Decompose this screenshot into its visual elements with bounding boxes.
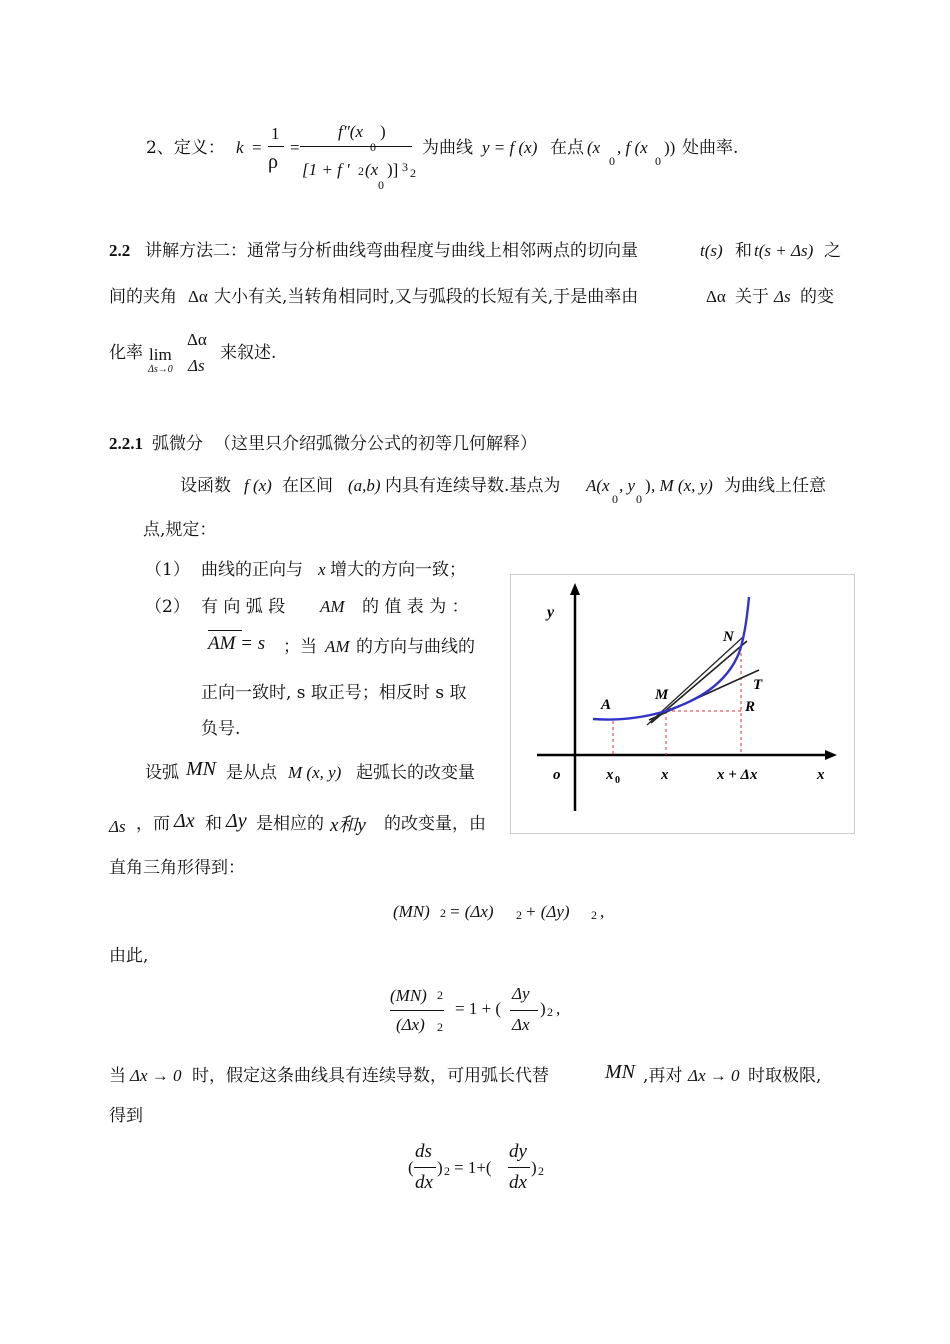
section-text: 化率	[109, 343, 143, 363]
list-item-text: 有 向 弧 段	[201, 597, 286, 617]
delta-s: Δs	[109, 817, 126, 836]
A-point-expr: A(x	[586, 476, 610, 495]
M-point-expr: M (x, y)	[288, 763, 342, 782]
section-text: 讲解方法二：通常与分析曲线弯曲程度与曲线上相邻两点的切向量	[145, 241, 638, 261]
fraction-bar	[414, 1167, 436, 1168]
list-item-number: （1）	[145, 560, 190, 580]
paragraph-text: 内具有连续导数.基点为	[385, 476, 561, 496]
numerator-expr: f″(x	[338, 122, 364, 141]
denominator-x: (x	[365, 160, 379, 179]
delta-x: Δx	[174, 810, 195, 832]
section-text: 大小有关,当转角相同时,又与弧段的长短有关,于是曲率由	[214, 287, 639, 307]
equation-end: ,	[556, 999, 561, 1018]
exponent-three: 3	[402, 160, 408, 174]
MN-arc: MN	[605, 1061, 635, 1083]
delta-alpha: Δα	[188, 287, 208, 306]
equation-rhs: + (Δy)	[525, 902, 570, 921]
MN-arc: MN	[186, 758, 216, 780]
fraction-close: )	[531, 1158, 537, 1177]
subscript-zero: 0	[609, 154, 615, 168]
paragraph-text: 在区间	[282, 476, 333, 496]
paragraph-text: 设弧	[145, 763, 179, 783]
subscript-zero: 0	[612, 492, 618, 506]
list-item-text: 曲线的正向与	[201, 560, 303, 580]
delta-alpha: Δα	[706, 287, 726, 306]
subsection-note: （这里只介绍弧微分公式的初等几何解释）	[214, 434, 537, 454]
delta-s: Δs	[774, 287, 791, 306]
label-N: N	[723, 629, 734, 645]
fraction-numerator: Δy	[512, 984, 530, 1003]
label-y: y	[547, 604, 555, 621]
label-M: M	[655, 687, 669, 703]
paragraph-text: 起弧长的改变量	[356, 763, 475, 783]
list-item-text: 负号.	[201, 719, 241, 739]
and-text: 和	[735, 241, 752, 261]
equation-lhs: (MN)	[393, 902, 430, 921]
list-item-text: ；当	[283, 637, 317, 657]
fraction-numerator: ds	[415, 1141, 432, 1162]
fraction-bar	[300, 146, 412, 147]
section-number: 2.2	[109, 241, 131, 260]
equation-end: ,	[600, 902, 605, 921]
subsection-number: 2.2.1	[109, 434, 143, 453]
point-expr-second: , f (x	[617, 138, 648, 157]
x-symbol: x	[318, 560, 326, 579]
label-o: o	[553, 767, 561, 783]
paragraph-text: 是从点	[226, 763, 277, 783]
paragraph-text: 点,规定：	[143, 520, 217, 540]
paragraph-text: 为曲线上任意	[724, 476, 826, 496]
fraction-bar	[268, 146, 284, 147]
list-item-number: （2）	[145, 597, 190, 617]
fraction-bar	[510, 1010, 538, 1011]
frac-numerator: Δα	[187, 330, 207, 349]
label-x-plus-dx: x + Δx	[717, 767, 758, 783]
dx-limit: Δx → 0	[130, 1066, 182, 1085]
subscript-zero: 0	[378, 178, 384, 192]
section-text: 来叙述.	[220, 343, 277, 363]
ab-expr: (a,b)	[348, 476, 381, 495]
subscript-zero: 0	[636, 492, 642, 506]
label-x0: x	[606, 767, 614, 783]
label-x0-sub: 0	[615, 775, 620, 786]
at-point-text: 在点	[550, 138, 584, 158]
exponent-two: 2	[547, 1005, 553, 1019]
exponent-two: 2	[444, 1164, 450, 1178]
paragraph-text: 设函数	[180, 476, 231, 496]
exponent-two: 2	[538, 1164, 544, 1178]
x-axis-arrow-icon	[825, 750, 837, 760]
label-T: T	[753, 677, 763, 693]
equation-middle: = (Δx)	[449, 902, 494, 921]
list-item-text: 的 值 表 为 ：	[362, 597, 469, 617]
point-expr: (x	[587, 138, 601, 157]
exponent-two: 2	[591, 908, 597, 922]
subsection-title: 弧微分	[152, 434, 203, 454]
fraction-denominator: Δx	[512, 1015, 530, 1034]
arc-mark	[208, 630, 242, 631]
M-point-expr: , M (x, y)	[651, 476, 713, 495]
tsds-expr: t(s + Δs)	[754, 241, 814, 260]
paragraph-text: 时取极限,	[748, 1066, 822, 1086]
denominator-square: 2	[358, 164, 364, 178]
list-item-text: 的方向与曲线的	[356, 637, 475, 657]
equals-sign: =	[290, 138, 300, 157]
lim-subscript: Δs→0	[148, 364, 173, 375]
lim-operator: lim	[149, 345, 172, 364]
figure-svg	[511, 575, 854, 833]
fraction-close: )	[437, 1158, 443, 1177]
numerator-close: )	[380, 122, 386, 141]
y-axis-arrow-icon	[570, 583, 580, 595]
k-symbol: k	[236, 138, 244, 157]
section-text: 关于	[735, 287, 769, 307]
delta-y: Δy	[226, 810, 247, 832]
paragraph-text: 当	[109, 1066, 126, 1086]
ts-expr: t(s)	[700, 241, 723, 260]
list-item-text: 正向一致时, s 取正号；相反时 s 取	[201, 683, 467, 703]
fraction-denominator: (Δx)	[396, 1015, 425, 1034]
curvature-text: 处曲率.	[682, 138, 739, 158]
paragraph-text: 的改变量，由	[384, 814, 486, 834]
fraction-one: 1	[271, 124, 280, 143]
exponent-two: 2	[437, 988, 443, 1002]
A-point-y: , y	[619, 476, 636, 495]
fraction-close: )	[540, 999, 546, 1018]
is-curve-text: 为曲线	[422, 138, 473, 158]
label-x-axis: x	[817, 767, 825, 783]
fx-expr: f (x)	[244, 476, 272, 495]
fraction-equals: = 1 + (	[455, 999, 502, 1018]
paragraph-text: 得到	[109, 1106, 143, 1126]
rho-symbol: ρ	[268, 151, 278, 173]
fraction-bar	[390, 1010, 444, 1011]
equals-sign: =	[252, 138, 262, 157]
section-text: 之	[824, 241, 841, 261]
frac-denominator: Δs	[188, 356, 205, 375]
exponent-two: 2	[437, 1020, 443, 1034]
fraction-bar	[508, 1167, 530, 1168]
section-text: 间的夹角	[109, 287, 177, 307]
AM-equation: AM = s	[208, 633, 266, 654]
fraction-denominator: dx	[415, 1172, 433, 1193]
section-text: 的变	[800, 287, 834, 307]
paragraph-text: ，而	[136, 814, 170, 834]
point-close: ))	[664, 138, 676, 157]
subscript-zero: 0	[370, 140, 376, 154]
AM-symbol: AM	[325, 637, 350, 656]
paragraph-text: 时，假定这条曲线具有连续导数，可用弧长代替	[192, 1066, 549, 1086]
list-item-text: 增大的方向一致；	[330, 560, 466, 580]
paragraph-text: 和	[205, 814, 222, 834]
subscript-zero: 0	[655, 154, 661, 168]
exponent-two: 2	[516, 908, 522, 922]
paragraph-text: 直角三角形得到：	[109, 858, 245, 878]
dx-limit: Δx → 0	[688, 1066, 740, 1085]
exponent-two: 2	[410, 166, 416, 180]
fraction-equals: = 1+(	[454, 1158, 492, 1177]
exponent-two: 2	[440, 906, 446, 920]
xy-symbols: x和y	[330, 815, 366, 836]
fraction-open: (	[408, 1158, 414, 1177]
A-point-close: )	[645, 476, 651, 495]
denominator-expr: [1 + f ′	[302, 160, 350, 179]
denominator-close: )]	[387, 160, 399, 179]
fraction-denominator: dx	[509, 1172, 527, 1193]
label-R: R	[745, 699, 756, 715]
label-x: x	[661, 767, 669, 783]
AM-symbol: AM	[320, 597, 345, 616]
paragraph-text: 是相应的	[256, 814, 324, 834]
fraction-numerator: (MN)	[390, 986, 427, 1005]
paragraph-text: ,再对	[643, 1066, 683, 1086]
paragraph-text: 由此,	[109, 946, 149, 966]
definition-label: 2、定义：	[146, 138, 225, 158]
fraction-numerator: dy	[509, 1141, 527, 1162]
curve-expr: y = f (x)	[482, 138, 538, 157]
arc-differential-figure	[510, 574, 855, 834]
label-A: A	[601, 697, 612, 713]
